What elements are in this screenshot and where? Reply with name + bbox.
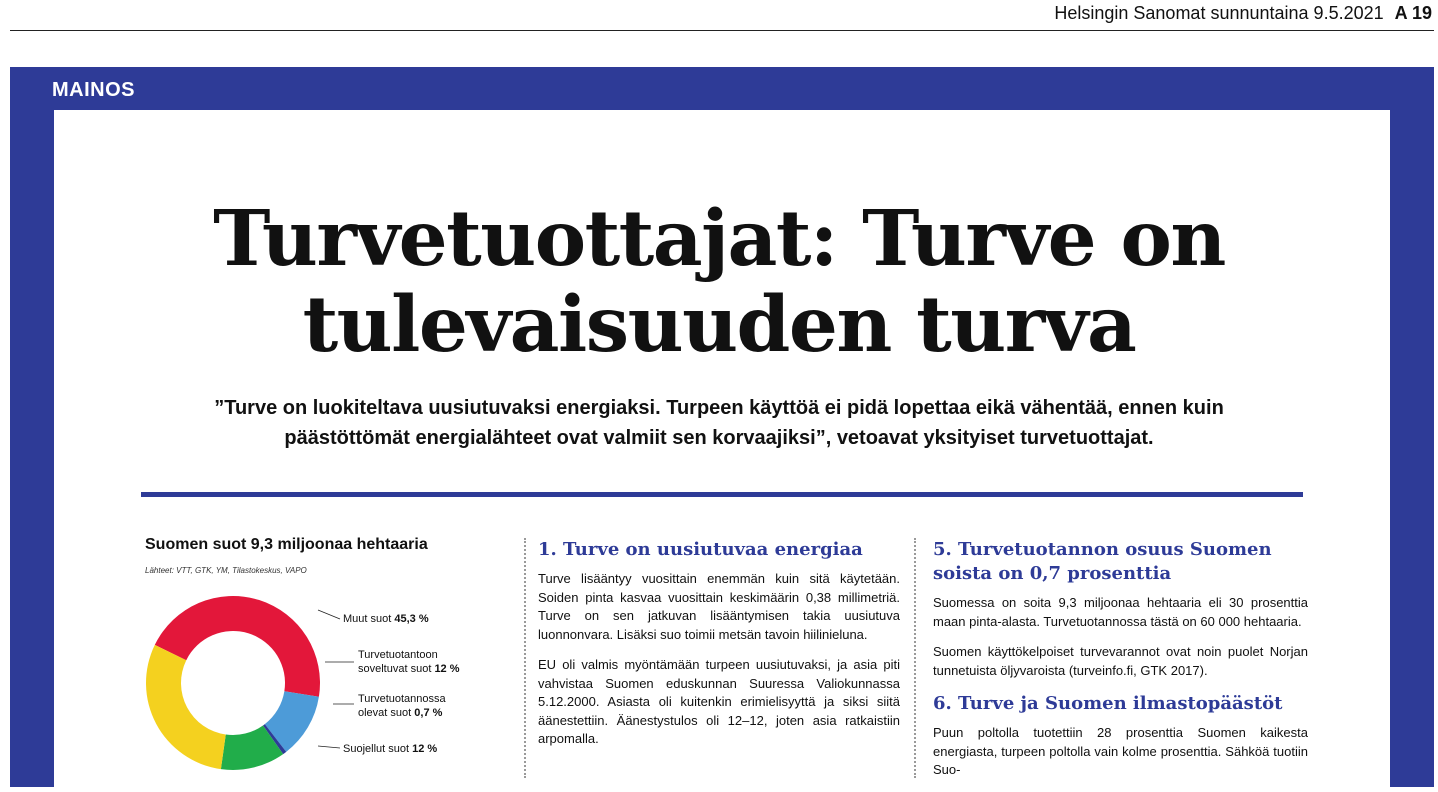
issue-date: sunnuntaina 9.5.2021 [1210,3,1384,23]
col1-paragraph-2: EU oli valmis myöntämään turpeen uusiutuvaksi, ja asia piti vahvistaa Suomen eduskunnan Suuressa Valiokunnassa 5.12.2000. Asiasta oli kuitenkin erimielisyyttä ja siksi siitä äänestettiin. Äänestystulos oli 12–12, joten asia ratkaistiin arpomalla. [538,657,900,746]
col1-heading: 1. Turve on uusiutuvaa energiaa [538,539,863,560]
leader-line-muut [318,610,340,619]
chart-title: Suomen suot 9,3 miljoonaa hehtaaria [145,536,428,553]
col2-paragraph-3: Puun poltolla tuotettiin 28 prosenttia Suomen kaikesta energiasta, turpeen poltolla vain kolme prosenttia. Sähköä tuotiin Suo- [933,725,1308,777]
col1-paragraph-1: Turve lisääntyy vuosittain enemmän kuin sitä käytetään. Soiden pinta kasvaa vuosittain keskimäärin 0,38 millimetriä. Turve on sen jatkuvan lisääntymisen takia uusiutuva luonnonvara. Lisäksi suo toimii metsän tavoin hiilinieluna. [538,571,900,642]
paper-name: Helsingin Sanomat [1054,3,1206,23]
legend-soveltuvat: Turvetuotantoon soveltuvat suot 12 % [358,649,460,675]
col2-heading-1: 5. Turvetuotannon osuus Suomen soista on 0,7 prosenttia [933,539,1272,584]
legend-olevat: Turvetuotannossa olevat suot 0,7 % [358,693,446,719]
chart-source: Lähteet: VTT, GTK, YM, Tilastokeskus, VAPO [145,566,307,575]
lede-line-2: päästöttömät energialähteet ovat valmiit sen korvaajiksi”, vetoavat yksityiset turvetuottajat. [284,427,1154,449]
column-divider-2 [914,538,916,778]
page-number: A 19 [1394,3,1432,23]
article-column-1 [538,538,900,761]
lede-line-1: ”Turve on luokiteltava uusiutuvaksi energiaksi. Turpeen käyttöä ei pidä lopettaa eikä vähentää, ennen kuin [214,397,1224,419]
ad-label: MAINOS [52,79,135,101]
article-column-2 [933,538,1308,792]
headline-line-1: Turvetuottajat: Turve on [213,194,1225,284]
col2-heading-2: 6. Turve ja Suomen ilmastopäästöt [933,693,1283,714]
col2-paragraph-1: Suomessa on soita 9,3 miljoonaa hehtaaria eli 30 prosenttia maan pinta-alasta. Turvetuotannossa tästä on 60 000 hehtaaria. [933,595,1308,629]
legend-suojellut: Suojellut suot 12 % [343,743,438,755]
col2-paragraph-2: Suomen käyttökelpoiset turvevarannot ovat noin puolet Norjan tunnetuista öljyvaroista (turveinfo.fi, GTK 2017). [933,644,1308,678]
leader-line-suojellut [318,746,340,748]
headline-line-2: tulevaisuuden turva [302,280,1136,370]
column-divider-1 [524,538,526,778]
legend-muut-suot: Muut suot 45,3 % [343,613,429,625]
